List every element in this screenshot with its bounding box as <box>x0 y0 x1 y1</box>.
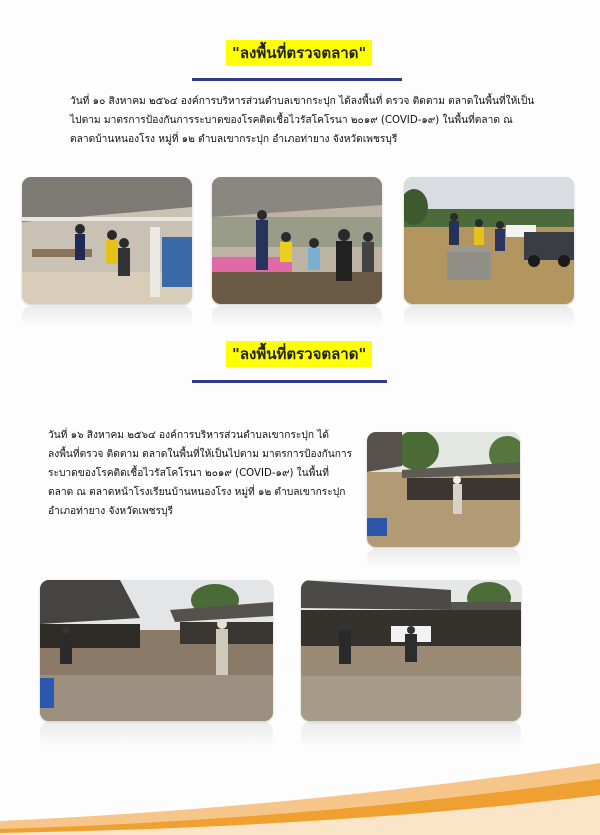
photo-6-reflection <box>301 722 521 748</box>
market-photo-1 <box>22 177 192 304</box>
photo-3-reflection <box>404 306 574 328</box>
photo-4-reflection <box>367 549 520 569</box>
footer-wave-decoration <box>0 755 600 835</box>
photo-5-reflection <box>40 722 273 748</box>
market-photo-3 <box>404 177 574 304</box>
section2-paragraph: วันที่ ๑๖ สิงหาคม ๒๕๖๔ องค์การบริหารส่วนตำบลเขากระปุก ได้ลงพื้นที่ตรวจ ติดตาม ตลาดในพื้นที่ให้เป็นไปตาม มาตรการป้องกันการระบาดของโรคติดเชื้อไวรัสโคโรนา ๒๐๑๙ (COVID-๑๙) ในพื้นที่ตลาด ณ ตลาดหน้าโรงเรียนบ้านหนองโรง หมู่ที่ ๑๒ ตำบลเขากระปุก อำเภอท่ายาง จังหวัดเพชรบุรี <box>48 430 353 517</box>
market-photo-2 <box>212 177 382 304</box>
photo-1-reflection <box>22 306 192 328</box>
section2-title: "ลงพื้นที่ตรวจตลาด" <box>226 341 372 367</box>
market-photo-6 <box>301 580 521 721</box>
market-photo-5 <box>40 580 273 721</box>
photo-2-reflection <box>212 306 382 328</box>
section1-paragraph: วันที่ ๑๐ สิงหาคม ๒๕๖๔ องค์การบริหารส่วนตำบลเขากระปุก ได้ลงพื้นที่ ตรวจ ติดตาม ตลาดในพื้นที่ให้เป็นไปตาม มาตรการป้องกันการระบาดของโรคติดเชื้อไวรัสโคโรนา ๒๐๑๙ (COVID-๑๙) ในพื้นที่ตลาด ณ ตลาดบ้านหนองโรง หมู่ที่ ๑๒ ตำบลเขากระปุก อำเภอท่ายาง จังหวัดเพชรบุรี <box>70 96 535 145</box>
section1-title: "ลงพื้นที่ตรวจตลาด" <box>226 40 372 66</box>
section2-underline <box>192 380 387 383</box>
market-photo-4 <box>367 432 520 547</box>
section1-underline <box>192 78 402 81</box>
